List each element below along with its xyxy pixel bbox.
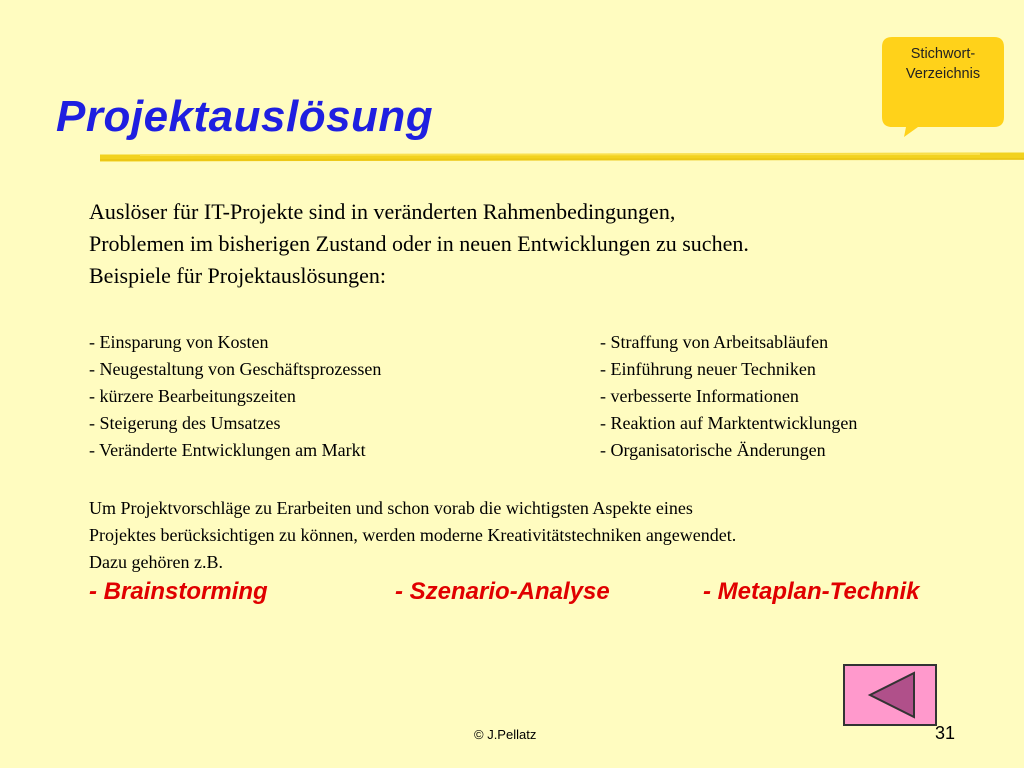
examples-right-list <box>600 329 857 464</box>
list-item: - Einführung neuer Techniken <box>600 359 816 379</box>
index-link-line-2: Verzeichnis <box>905 66 981 82</box>
index-link[interactable] <box>882 44 1004 84</box>
paragraph-line: Dazu gehören z.B. <box>89 552 223 572</box>
back-button[interactable] <box>843 664 937 726</box>
examples-left-list <box>89 329 381 464</box>
technique-brainstorming: - Brainstorming <box>89 578 268 605</box>
slide-title: Projektauslösung <box>56 92 434 141</box>
title-underline <box>100 150 1024 166</box>
list-item: - Reaktion auf Marktentwicklungen <box>600 413 858 433</box>
intro-line: Auslöser für IT-Projekte sind in veränderten Rahmenbedingungen, <box>89 199 676 224</box>
list-item: - Steigerung des Umsatzes <box>89 413 281 433</box>
technique-metaplan: - Metaplan-Technik <box>703 578 920 605</box>
paragraph-line: Projektes berücksichtigen zu können, werden moderne Kreativitätstechniken angewendet. <box>89 525 737 545</box>
intro-line: Beispiele für Projektauslösungen: <box>89 263 386 288</box>
list-item: - Straffung von Arbeitsabläufen <box>600 332 829 352</box>
footer-copyright: © J.Pellatz <box>474 727 537 742</box>
list-item: - Veränderte Entwicklungen am Markt <box>89 440 366 460</box>
creativity-paragraph <box>89 495 736 576</box>
list-item: - kürzere Bearbeitungszeiten <box>89 386 296 406</box>
list-item: - Neugestaltung von Geschäftsprozessen <box>89 359 382 379</box>
technique-szenario-analyse: - Szenario-Analyse <box>395 578 610 605</box>
page-number: 31 <box>935 723 956 743</box>
list-item: - verbesserte Informationen <box>600 386 799 406</box>
list-item: - Organisatorische Änderungen <box>600 440 826 460</box>
intro-line: Problemen im bisherigen Zustand oder in neuen Entwicklungen zu suchen. <box>89 231 749 256</box>
intro-text <box>89 196 749 292</box>
index-link-line-1: Stichwort- <box>910 46 976 62</box>
list-item: - Einsparung von Kosten <box>89 332 269 352</box>
back-triangle-icon <box>845 666 935 724</box>
paragraph-line: Um Projektvorschläge zu Erarbeiten und schon vorab die wichtigsten Aspekte eines <box>89 498 693 518</box>
